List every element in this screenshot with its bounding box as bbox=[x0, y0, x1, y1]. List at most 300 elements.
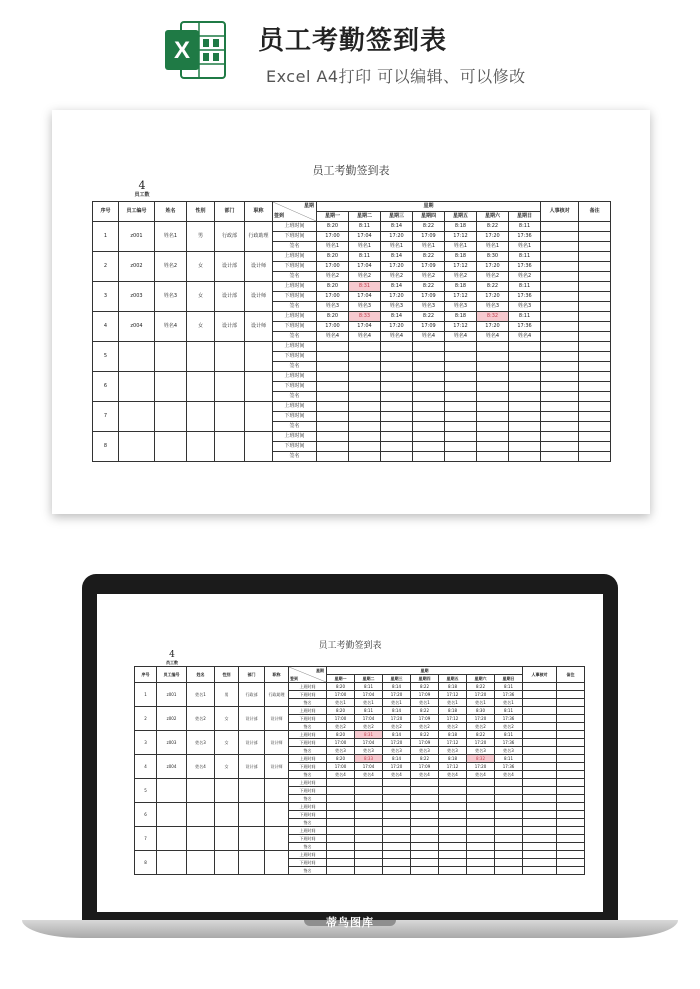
clock-out-cell: 17:12 bbox=[445, 232, 477, 242]
empty-day-cell bbox=[445, 372, 477, 382]
empty-day-cell bbox=[477, 392, 509, 402]
table-row bbox=[135, 707, 585, 715]
empty-info-cell bbox=[215, 851, 239, 875]
row-label-cell: 下班时间 bbox=[273, 232, 317, 242]
empty-day-cell bbox=[495, 819, 523, 827]
clock-in-cell: 8:22 bbox=[413, 282, 445, 292]
remark-cell bbox=[579, 252, 611, 262]
empty-info-cell bbox=[215, 432, 245, 462]
hr-check-cell bbox=[523, 699, 557, 707]
empty-day-cell bbox=[413, 422, 445, 432]
clock-in-cell: 8:14 bbox=[383, 755, 411, 763]
empty-day-cell bbox=[477, 372, 509, 382]
page-subtitle: Excel A4打印 可以编辑、可以修改 bbox=[266, 67, 526, 86]
clock-in-cell: 8:14 bbox=[383, 707, 411, 715]
empty-day-cell bbox=[349, 422, 381, 432]
page-header bbox=[0, 0, 700, 100]
hr-check-cell bbox=[523, 819, 557, 827]
empty-day-cell bbox=[349, 382, 381, 392]
empty-day-cell bbox=[413, 352, 445, 362]
empty-day-cell bbox=[509, 362, 541, 372]
hr-check-cell bbox=[523, 779, 557, 787]
hr-check-cell bbox=[523, 747, 557, 755]
week-group-header: 星期 bbox=[317, 202, 541, 212]
clock-out-cell: 17:20 bbox=[477, 232, 509, 242]
clock-out-cell: 17:09 bbox=[413, 292, 445, 302]
empty-day-cell bbox=[477, 362, 509, 372]
row-label-cell: 上班时间 bbox=[273, 222, 317, 232]
row-label-cell: 下班时间 bbox=[273, 292, 317, 302]
screen-staff-count: 4 bbox=[169, 650, 175, 660]
row-label-cell: 下班时间 bbox=[289, 835, 327, 843]
remark-cell bbox=[579, 372, 611, 382]
signature-cell: 姓名1 bbox=[327, 699, 355, 707]
empty-day-cell bbox=[467, 867, 495, 875]
table-row bbox=[135, 731, 585, 739]
row-label-cell: 下班时间 bbox=[289, 763, 327, 771]
empty-day-cell bbox=[381, 382, 413, 392]
sheet-preview bbox=[52, 110, 650, 514]
remark-cell bbox=[579, 302, 611, 312]
day-header: 星期五 bbox=[439, 675, 467, 683]
signature-cell: 姓名3 bbox=[381, 302, 413, 312]
empty-day-cell bbox=[355, 819, 383, 827]
signature-cell: 姓名3 bbox=[349, 302, 381, 312]
clock-in-cell: 8:18 bbox=[445, 252, 477, 262]
signature-cell: 姓名1 bbox=[495, 699, 523, 707]
laptop-brand: 蒂鸟图库 bbox=[326, 916, 374, 929]
empty-info-cell bbox=[215, 402, 245, 432]
row-label-cell: 签名 bbox=[289, 699, 327, 707]
empty-day-cell bbox=[381, 352, 413, 362]
hr-check-cell bbox=[541, 362, 579, 372]
empty-day-cell bbox=[349, 432, 381, 442]
clock-in-cell: 8:31 bbox=[349, 282, 381, 292]
empty-day-cell bbox=[327, 819, 355, 827]
empty-day-cell bbox=[445, 392, 477, 402]
name-cell: 姓名1 bbox=[155, 222, 187, 252]
clock-in-cell: 8:11 bbox=[495, 707, 523, 715]
empty-day-cell bbox=[467, 835, 495, 843]
empty-info-cell bbox=[119, 432, 155, 462]
row-label-cell: 上班时间 bbox=[273, 312, 317, 322]
day-header: 星期一 bbox=[327, 675, 355, 683]
empty-day-cell bbox=[411, 843, 439, 851]
empty-info-cell bbox=[187, 851, 215, 875]
signature-cell: 姓名2 bbox=[439, 723, 467, 731]
signature-cell: 姓名3 bbox=[411, 747, 439, 755]
remark-cell bbox=[579, 442, 611, 452]
clock-out-cell: 17:04 bbox=[349, 292, 381, 302]
remark-cell bbox=[579, 242, 611, 252]
empty-day-cell bbox=[495, 843, 523, 851]
empty-day-cell bbox=[439, 779, 467, 787]
seq-cell: 5 bbox=[135, 779, 157, 803]
clock-out-cell: 17:00 bbox=[327, 739, 355, 747]
clock-in-cell: 8:18 bbox=[439, 683, 467, 691]
empty-day-cell bbox=[445, 362, 477, 372]
table-row bbox=[93, 282, 611, 292]
day-header: 星期日 bbox=[509, 212, 541, 222]
empty-day-cell bbox=[355, 811, 383, 819]
dept-header: 部门 bbox=[215, 202, 245, 222]
dept-cell: 行政部 bbox=[239, 683, 265, 707]
dept-cell: 设计部 bbox=[239, 707, 265, 731]
hr-check-cell bbox=[523, 843, 557, 851]
hr-check-cell bbox=[541, 322, 579, 332]
empty-day-cell bbox=[439, 835, 467, 843]
gender-cell: 女 bbox=[187, 282, 215, 312]
empty-day-cell bbox=[477, 452, 509, 462]
empty-day-cell bbox=[445, 452, 477, 462]
remark-cell bbox=[557, 867, 585, 875]
empty-day-cell bbox=[509, 402, 541, 412]
clock-in-cell: 8:22 bbox=[411, 683, 439, 691]
remark-cell bbox=[557, 835, 585, 843]
seq-cell: 7 bbox=[135, 827, 157, 851]
name-cell: 姓名2 bbox=[187, 707, 215, 731]
signature-cell: 姓名4 bbox=[355, 771, 383, 779]
clock-in-cell: 8:18 bbox=[439, 755, 467, 763]
header-row bbox=[93, 202, 611, 212]
row-label-cell: 签名 bbox=[289, 747, 327, 755]
empty-day-cell bbox=[477, 432, 509, 442]
day-header: 星期四 bbox=[413, 212, 445, 222]
empty-day-cell bbox=[383, 779, 411, 787]
remark-cell bbox=[557, 819, 585, 827]
empty-info-cell bbox=[157, 827, 187, 851]
signature-cell: 姓名2 bbox=[413, 272, 445, 282]
remark-cell bbox=[579, 412, 611, 422]
empty-day-cell bbox=[349, 372, 381, 382]
signature-cell: 姓名4 bbox=[349, 332, 381, 342]
row-label-cell: 签名 bbox=[273, 332, 317, 342]
row-label-cell: 上班时间 bbox=[289, 827, 327, 835]
row-label-cell: 签名 bbox=[273, 272, 317, 282]
clock-out-cell: 17:20 bbox=[381, 292, 413, 302]
clock-out-cell: 17:20 bbox=[467, 739, 495, 747]
hr-check-cell bbox=[523, 731, 557, 739]
empty-day-cell bbox=[477, 342, 509, 352]
svg-text:X: X bbox=[173, 37, 191, 64]
hr-check-cell bbox=[523, 723, 557, 731]
empty-day-cell bbox=[445, 382, 477, 392]
empty-day-cell bbox=[381, 342, 413, 352]
empty-day-cell bbox=[509, 432, 541, 442]
staff-count-block bbox=[124, 180, 160, 199]
hr-check-cell bbox=[523, 771, 557, 779]
empty-day-cell bbox=[467, 851, 495, 859]
empty-day-cell bbox=[467, 859, 495, 867]
empty-day-cell bbox=[413, 342, 445, 352]
empty-day-cell bbox=[413, 382, 445, 392]
empty-day-cell bbox=[355, 795, 383, 803]
empty-info-cell bbox=[215, 372, 245, 402]
row-label-cell: 下班时间 bbox=[289, 715, 327, 723]
clock-in-cell: 8:22 bbox=[467, 731, 495, 739]
clock-out-cell: 17:12 bbox=[439, 739, 467, 747]
empty-info-cell bbox=[187, 342, 215, 372]
empty-info-cell bbox=[187, 432, 215, 462]
clock-out-cell: 17:20 bbox=[467, 715, 495, 723]
clock-in-cell: 8:11 bbox=[349, 222, 381, 232]
remark-cell bbox=[557, 779, 585, 787]
clock-in-cell: 8:22 bbox=[411, 755, 439, 763]
row-label-cell: 下班时间 bbox=[289, 691, 327, 699]
clock-in-cell: 8:22 bbox=[467, 683, 495, 691]
remark-cell bbox=[579, 382, 611, 392]
signature-cell: 姓名4 bbox=[495, 771, 523, 779]
empty-day-cell bbox=[413, 392, 445, 402]
table-row bbox=[93, 222, 611, 232]
hr-check-cell bbox=[523, 739, 557, 747]
empty-day-cell bbox=[495, 811, 523, 819]
clock-out-cell: 17:36 bbox=[509, 262, 541, 272]
empty-day-cell bbox=[495, 779, 523, 787]
row-label-cell: 上班时间 bbox=[289, 731, 327, 739]
row-label-cell: 签名 bbox=[289, 843, 327, 851]
empty-day-cell bbox=[355, 843, 383, 851]
empty-day-cell bbox=[445, 412, 477, 422]
clock-in-cell: 8:11 bbox=[509, 252, 541, 262]
empty-day-cell bbox=[317, 352, 349, 362]
signature-cell: 姓名3 bbox=[495, 747, 523, 755]
empty-day-cell bbox=[383, 787, 411, 795]
empty-day-cell bbox=[383, 819, 411, 827]
remark-cell bbox=[579, 362, 611, 372]
remark-cell bbox=[579, 422, 611, 432]
empty-day-cell bbox=[317, 452, 349, 462]
signature-cell: 姓名2 bbox=[355, 723, 383, 731]
remark-cell bbox=[557, 715, 585, 723]
remark-cell bbox=[579, 312, 611, 322]
hr-check-cell bbox=[541, 282, 579, 292]
clock-in-cell: 8:18 bbox=[445, 222, 477, 232]
empty-day-cell bbox=[317, 442, 349, 452]
empty-info-cell bbox=[245, 402, 273, 432]
clock-in-cell: 8:32 bbox=[477, 312, 509, 322]
row-label-cell: 上班时间 bbox=[273, 342, 317, 352]
clock-in-cell: 8:11 bbox=[509, 222, 541, 232]
hr-check-cell bbox=[523, 867, 557, 875]
remark-cell bbox=[557, 811, 585, 819]
empty-day-cell bbox=[327, 803, 355, 811]
empty-day-cell bbox=[509, 382, 541, 392]
empty-info-cell bbox=[215, 342, 245, 372]
clock-in-cell: 8:31 bbox=[355, 731, 383, 739]
clock-out-cell: 17:09 bbox=[413, 322, 445, 332]
sheet-title: 员工考勤签到表 bbox=[312, 164, 390, 177]
remark-cell bbox=[557, 803, 585, 811]
signature-cell: 姓名1 bbox=[445, 242, 477, 252]
empty-day-cell bbox=[381, 442, 413, 452]
clock-in-cell: 8:14 bbox=[383, 731, 411, 739]
seq-cell: 6 bbox=[93, 372, 119, 402]
signature-cell: 姓名1 bbox=[439, 699, 467, 707]
clock-in-cell: 8:20 bbox=[317, 312, 349, 322]
signature-cell: 姓名1 bbox=[411, 699, 439, 707]
row-label-cell: 签名 bbox=[273, 452, 317, 462]
empty-day-cell bbox=[327, 859, 355, 867]
empty-day-cell bbox=[413, 432, 445, 442]
empty-day-cell bbox=[495, 867, 523, 875]
empty-info-cell bbox=[215, 827, 239, 851]
empty-day-cell bbox=[495, 787, 523, 795]
table-row bbox=[93, 252, 611, 262]
clock-in-cell: 8:18 bbox=[439, 731, 467, 739]
seq-cell: 2 bbox=[93, 252, 119, 282]
row-label-cell: 下班时间 bbox=[289, 787, 327, 795]
empty-info-cell bbox=[119, 372, 155, 402]
clock-out-cell: 17:00 bbox=[317, 292, 349, 302]
clock-out-cell: 17:12 bbox=[445, 322, 477, 332]
clock-in-cell: 8:11 bbox=[349, 252, 381, 262]
empty-day-cell bbox=[327, 779, 355, 787]
seq-cell: 4 bbox=[135, 755, 157, 779]
dept-header: 部门 bbox=[239, 667, 265, 683]
clock-in-cell: 8:14 bbox=[381, 222, 413, 232]
clock-out-cell: 17:20 bbox=[383, 691, 411, 699]
week-group-header: 星期 bbox=[327, 667, 523, 675]
empty-day-cell bbox=[381, 372, 413, 382]
clock-out-cell: 17:04 bbox=[355, 763, 383, 771]
hr-check-cell bbox=[541, 442, 579, 452]
row-label-cell: 上班时间 bbox=[289, 779, 327, 787]
row-label-cell: 下班时间 bbox=[273, 382, 317, 392]
empty-day-cell bbox=[413, 402, 445, 412]
empty-day-cell bbox=[495, 795, 523, 803]
row-label-cell: 上班时间 bbox=[289, 851, 327, 859]
hr-check-header: 人事核对 bbox=[523, 667, 557, 683]
empty-day-cell bbox=[317, 382, 349, 392]
clock-in-cell: 8:11 bbox=[355, 683, 383, 691]
signature-cell: 姓名2 bbox=[317, 272, 349, 282]
name-header: 姓名 bbox=[187, 667, 215, 683]
remark-header: 备注 bbox=[579, 202, 611, 222]
empty-day-cell bbox=[381, 392, 413, 402]
position-cell: 设计师 bbox=[265, 731, 289, 755]
row-label-cell: 下班时间 bbox=[289, 739, 327, 747]
emp-id-cell: z004 bbox=[157, 755, 187, 779]
name-cell: 姓名3 bbox=[187, 731, 215, 755]
signature-cell: 姓名2 bbox=[349, 272, 381, 282]
name-cell: 姓名4 bbox=[155, 312, 187, 342]
clock-in-cell: 8:14 bbox=[381, 312, 413, 322]
empty-day-cell bbox=[327, 787, 355, 795]
signature-cell: 姓名4 bbox=[383, 771, 411, 779]
row-label-cell: 签名 bbox=[289, 867, 327, 875]
dept-cell: 设计部 bbox=[239, 755, 265, 779]
clock-out-cell: 17:00 bbox=[327, 763, 355, 771]
clock-out-cell: 17:04 bbox=[349, 262, 381, 272]
remark-cell bbox=[579, 392, 611, 402]
empty-day-cell bbox=[411, 795, 439, 803]
remark-cell bbox=[557, 747, 585, 755]
clock-in-cell: 8:22 bbox=[477, 222, 509, 232]
row-label-cell: 上班时间 bbox=[273, 402, 317, 412]
signature-cell: 姓名4 bbox=[477, 332, 509, 342]
signature-cell: 姓名4 bbox=[445, 332, 477, 342]
clock-in-cell: 8:20 bbox=[317, 252, 349, 262]
position-cell: 设计师 bbox=[265, 707, 289, 731]
empty-day-cell bbox=[413, 362, 445, 372]
empty-day-cell bbox=[413, 442, 445, 452]
clock-out-cell: 17:12 bbox=[439, 763, 467, 771]
emp-id-cell: z001 bbox=[157, 683, 187, 707]
empty-day-cell bbox=[411, 867, 439, 875]
row-label-cell: 下班时间 bbox=[273, 322, 317, 332]
empty-day-cell bbox=[381, 452, 413, 462]
seq-cell: 7 bbox=[93, 402, 119, 432]
empty-day-cell bbox=[355, 867, 383, 875]
clock-out-cell: 17:20 bbox=[477, 292, 509, 302]
empty-day-cell bbox=[383, 827, 411, 835]
signature-cell: 姓名1 bbox=[355, 699, 383, 707]
dept-cell: 行政部 bbox=[215, 222, 245, 252]
header-row bbox=[135, 667, 585, 675]
seq-cell: 4 bbox=[93, 312, 119, 342]
seq-cell: 8 bbox=[135, 851, 157, 875]
clock-in-cell: 8:22 bbox=[411, 731, 439, 739]
empty-day-cell bbox=[383, 811, 411, 819]
hr-check-cell bbox=[541, 422, 579, 432]
clock-in-cell: 8:20 bbox=[327, 731, 355, 739]
empty-day-cell bbox=[355, 803, 383, 811]
hr-check-cell bbox=[541, 302, 579, 312]
clock-in-cell: 8:20 bbox=[317, 282, 349, 292]
empty-day-cell bbox=[509, 342, 541, 352]
row-label-cell: 上班时间 bbox=[273, 372, 317, 382]
empty-day-cell bbox=[495, 803, 523, 811]
remark-cell bbox=[557, 851, 585, 859]
empty-day-cell bbox=[381, 412, 413, 422]
clock-out-cell: 17:04 bbox=[355, 715, 383, 723]
emp-id-header: 员工编号 bbox=[119, 202, 155, 222]
empty-day-cell bbox=[445, 342, 477, 352]
gender-cell: 男 bbox=[215, 683, 239, 707]
clock-in-cell: 8:11 bbox=[355, 707, 383, 715]
emp-id-cell: z004 bbox=[119, 312, 155, 342]
row-label-cell: 签名 bbox=[289, 723, 327, 731]
signature-cell: 姓名1 bbox=[477, 242, 509, 252]
empty-info-cell bbox=[119, 402, 155, 432]
day-header: 星期五 bbox=[445, 212, 477, 222]
empty-day-cell bbox=[477, 382, 509, 392]
empty-day-cell bbox=[467, 787, 495, 795]
table-row bbox=[93, 372, 611, 382]
name-header: 姓名 bbox=[155, 202, 187, 222]
empty-day-cell bbox=[495, 827, 523, 835]
signature-cell: 姓名2 bbox=[383, 723, 411, 731]
clock-out-cell: 17:09 bbox=[413, 262, 445, 272]
remark-cell bbox=[579, 292, 611, 302]
empty-day-cell bbox=[383, 803, 411, 811]
signature-cell: 姓名3 bbox=[413, 302, 445, 312]
signature-cell: 姓名3 bbox=[439, 747, 467, 755]
clock-in-cell: 8:14 bbox=[383, 683, 411, 691]
day-header: 星期六 bbox=[467, 675, 495, 683]
empty-day-cell bbox=[317, 342, 349, 352]
empty-day-cell bbox=[413, 452, 445, 462]
emp-id-cell: z003 bbox=[157, 731, 187, 755]
dept-cell: 设计部 bbox=[215, 282, 245, 312]
clock-in-cell: 8:11 bbox=[509, 312, 541, 322]
empty-day-cell bbox=[383, 835, 411, 843]
seq-cell: 6 bbox=[135, 803, 157, 827]
gender-cell: 女 bbox=[187, 252, 215, 282]
emp-id-cell: z003 bbox=[119, 282, 155, 312]
clock-out-cell: 17:20 bbox=[477, 262, 509, 272]
